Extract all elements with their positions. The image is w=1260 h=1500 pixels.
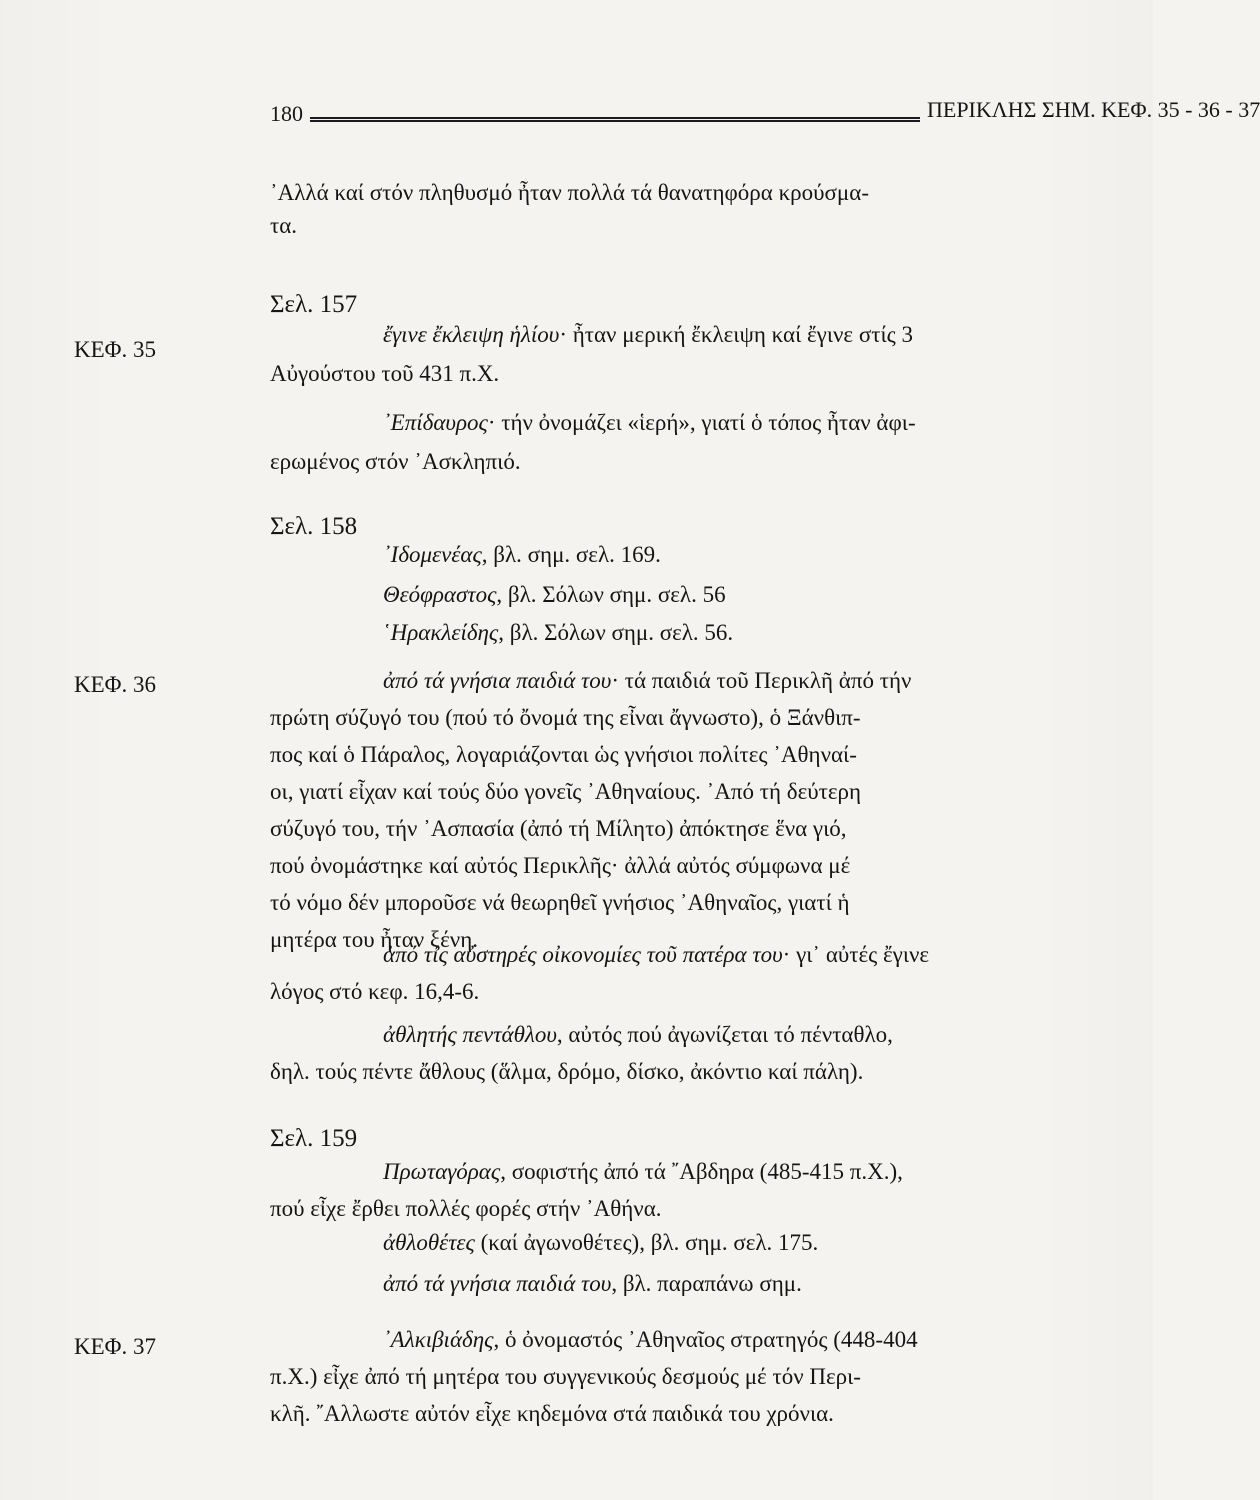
- text-line: [270, 538, 1105, 571]
- text-line: [270, 1018, 1105, 1051]
- text-line: τό νόμο δέν μποροῦσε νά θεωρηθεῖ γνήσιος ᾿Αθηναῖος, γιατί ἡ: [270, 890, 850, 915]
- text-line: πος καί ὁ Πάραλος, λογαριάζονται ὡς γνήσιοι πολίτες ᾿Αθηναί-: [270, 742, 857, 767]
- note-text: · γι᾿ αὐτές ἔγινε: [782, 942, 930, 967]
- chapter-label-37: ΚΕΦ. 37: [74, 1334, 156, 1359]
- note-epidaurus: [270, 406, 1105, 478]
- text-line: πρώτη σύζυγό του (πού τό ὄνομά της εἶναι ἄγνωστο), ὁ Ξάνθιπ-: [270, 705, 861, 730]
- text-line: κλῆ. ῎Αλλωστε αὐτόν εἶχε κηδεμόνα στά παιδικά του χρόνια.: [270, 1401, 834, 1426]
- chapter-label-35: ΚΕΦ. 35: [74, 337, 156, 362]
- note-heraclides: [270, 616, 1105, 649]
- note-text: · ἦταν μερική ἔκλειψη καί ἔγινε στίς 3: [559, 322, 914, 347]
- text-line: [270, 1155, 1105, 1188]
- double-rule: [310, 117, 920, 122]
- lemma: ἀπό τά γνήσια παιδιά του: [383, 1271, 612, 1296]
- text-line: λόγος στό κεφ. 16,4-6.: [270, 979, 480, 1004]
- text-line: πού εἶχε ἔρθει πολλές φορές στήν ᾿Αθήνα.: [270, 1196, 662, 1221]
- note-idomeneus: [270, 538, 1105, 571]
- page-number: 180: [270, 101, 303, 126]
- note-protagoras: [270, 1155, 1105, 1225]
- note-alcibiades: [270, 1323, 1105, 1430]
- note-text: , αὐτός πού ἀγωνίζεται τό πένταθλο,: [556, 1022, 893, 1047]
- text-line: τα.: [270, 213, 298, 238]
- text-line: Αὐγούστου τοῦ 431 π.Χ.: [270, 361, 500, 386]
- intro-paragraph: [270, 176, 1105, 242]
- text-line: [270, 318, 1105, 351]
- text-line: σύζυγό του, τήν ᾿Ασπασία (ἀπό τή Μίλητο) ἀπόκτησε ἕνα γιό,: [270, 816, 847, 841]
- text-line: ερωμένος στόν ᾿Ασκληπιό.: [270, 449, 521, 474]
- text-line: [270, 938, 1105, 971]
- text-line: μητέρα του ἦταν ξένη.: [270, 927, 478, 952]
- lemma: ᾿Ιδομενέας: [383, 542, 482, 567]
- text-line: [270, 664, 1105, 697]
- text-line: [270, 1226, 1105, 1259]
- lemma: ἀπό τά γνήσια παιδιά του: [383, 668, 612, 693]
- text-line: π.Χ.) εἶχε ἀπό τή μητέρα του συγγενικούς δεσμούς μέ τόν Περι-: [270, 1364, 861, 1389]
- note-text: , βλ. παραπάνω σημ.: [611, 1271, 802, 1296]
- text-line: πού ὀνομάστηκε καί αὐτός Περικλῆς· ἀλλά αὐτός σύμφωνα μέ: [270, 853, 851, 878]
- note-text: , ὁ ὀνομαστός ᾿Αθηναῖος στρατηγός (448-404: [493, 1327, 918, 1352]
- text-line: δηλ. τούς πέντε ἄθλους (ἅλμα, δρόμο, δίσκο, ἀκόντιο καί πάλη).: [270, 1059, 864, 1084]
- note-athlothetes: [270, 1226, 1105, 1259]
- note-legitimate-children: [270, 664, 1105, 956]
- chapter-label-36: ΚΕΦ. 36: [74, 672, 156, 697]
- running-title: ΠΕΡΙΚΛΗΣ ΣΗΜ. ΚΕΦ. 35 - 36 - 37: [927, 97, 1260, 122]
- text-line: ᾿Αλλά καί στόν πληθυσμό ἦταν πολλά τά θανατηφόρα κρούσμα-: [270, 180, 869, 205]
- note-text: , βλ. Σόλων σημ. σελ. 56.: [498, 620, 734, 645]
- lemma: ἀθλοθέτες: [383, 1230, 475, 1255]
- section-title-sel-157: Σελ. 157: [270, 291, 358, 318]
- lemma: ἀθλητής πεντάθλου: [383, 1022, 557, 1047]
- section-title-sel-158: Σελ. 158: [270, 513, 358, 540]
- section-title-sel-159: Σελ. 159: [270, 1125, 358, 1152]
- lemma: ῾Ηρακλείδης: [383, 620, 499, 645]
- lemma: ἔγινε ἔκλειψη ἡλίου: [383, 322, 560, 347]
- note-text: , βλ. Σόλων σημ. σελ. 56: [496, 582, 726, 607]
- running-header: [270, 97, 1260, 132]
- note-eclipse: [270, 318, 1105, 390]
- lemma: Πρωταγόρας: [383, 1159, 501, 1184]
- text-line: [270, 578, 1105, 611]
- lemma: Θεόφραστος: [383, 582, 497, 607]
- note-austere-economies: [270, 938, 1105, 1008]
- lemma: ᾿Αλκιβιάδης: [383, 1327, 494, 1352]
- note-pentathlon: [270, 1018, 1105, 1088]
- text-line: [270, 1267, 1105, 1300]
- text-line: [270, 616, 1105, 649]
- note-theophrastus: [270, 578, 1105, 611]
- text-line: [270, 1323, 1105, 1356]
- note-text: · τά παιδιά τοῦ Περικλῆ ἀπό τήν: [611, 668, 912, 693]
- note-text: , βλ. σημ. σελ. 169.: [481, 542, 661, 567]
- lemma: ᾿Επίδαυρος: [383, 410, 488, 435]
- note-text: (καί ἀγωνοθέτες), βλ. σημ. σελ. 175.: [474, 1230, 819, 1255]
- note-legitimate-children-ref: [270, 1267, 1105, 1300]
- note-text: · τήν ὀνομάζει «ἱερή», γιατί ὁ τόπος ἦταν ἀφι-: [487, 410, 916, 435]
- text-line: οι, γιατί εἶχαν καί τούς δύο γονεῖς ᾿Αθηναίους. ᾿Από τή δεύτερη: [270, 779, 862, 804]
- note-text: , σοφιστής ἀπό τά ῎Αβδηρα (485-415 π.Χ.),: [500, 1159, 903, 1184]
- text-line: [270, 406, 1105, 439]
- lemma: ἀπό τίς αὐστηρές οἰκονομίες τοῦ πατέρα του: [383, 942, 783, 967]
